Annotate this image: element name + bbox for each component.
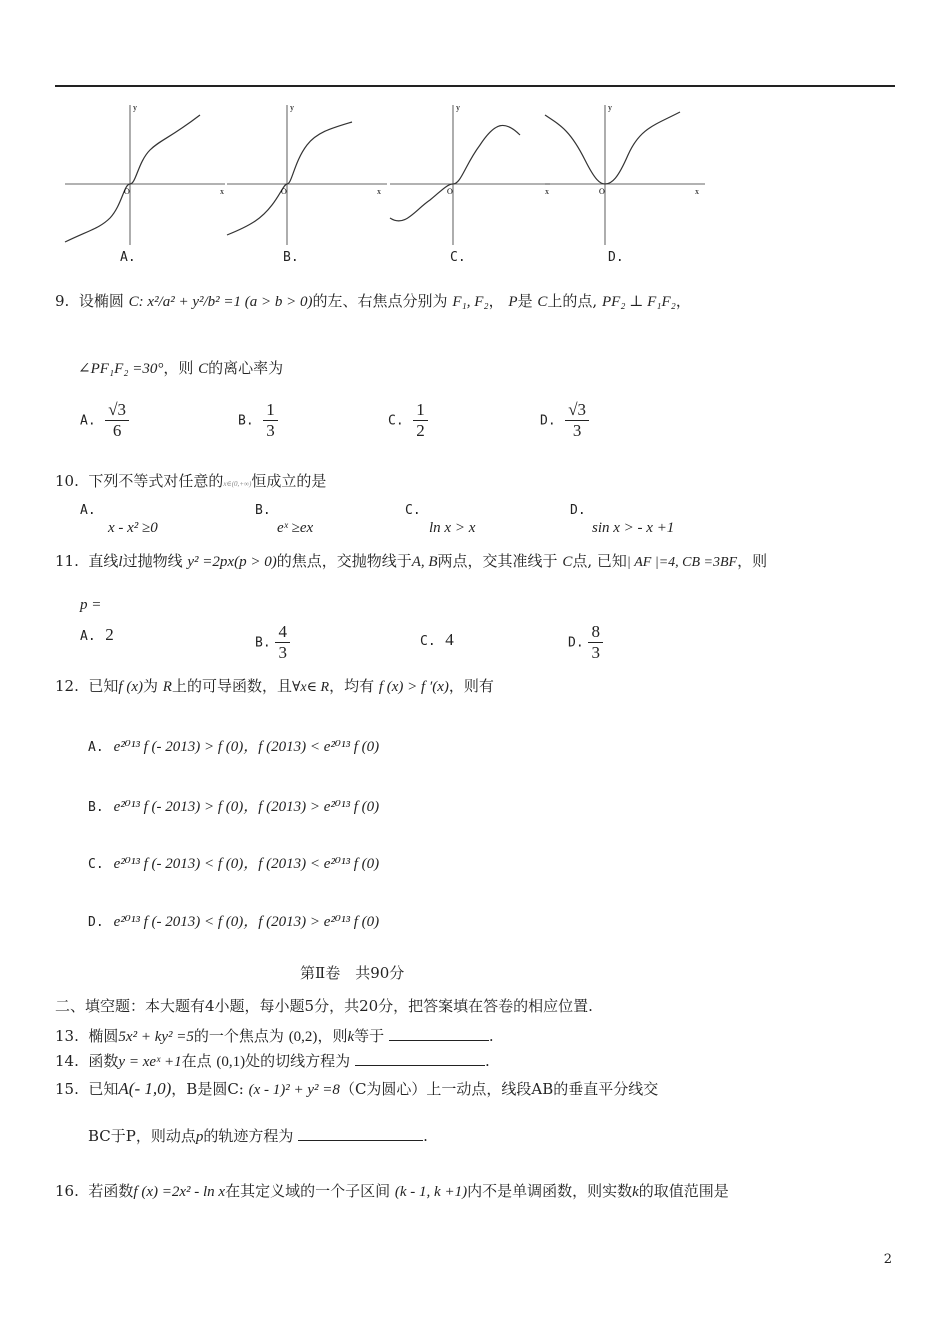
svg-text:x: x: [220, 187, 224, 196]
svg-text:O: O: [599, 187, 605, 196]
graph-d: [540, 100, 710, 250]
q10-option-d: D. sin x > - x +1: [570, 503, 675, 536]
q12-option-c: C. e²⁰¹³ f (- 2013) < f (0)，f (2013) < e²⁰¹³ f (0): [88, 856, 380, 872]
svg-text:y: y: [133, 103, 137, 112]
q11-option-a: A. 2: [80, 625, 114, 644]
q11-option-c: C. 4: [420, 630, 454, 649]
fill-instructions: 二、填空题：本大题有4小题，每小题5分，共20分，把答案填在答卷的相应位置.: [55, 997, 593, 1015]
page-number: 2: [883, 1252, 892, 1267]
graph-label-a: A.: [120, 250, 136, 265]
q14: 14. 函数y = xeˣ +1在点 (0,1)处的切线方程为 .: [55, 1052, 490, 1070]
q10-stem: 10. 下列不等式对任意的x∈(0,+∞)恒成立的是: [55, 472, 327, 490]
q11-stem: 11. 直线l过抛物线 y² =2px(p > 0)的焦点，交抛物线于A, B两点，交其准线于 C点, 已知| AF |=4, CB =3BF，则: [55, 552, 768, 570]
graph-c: [385, 100, 555, 250]
q15-blank[interactable]: [298, 1140, 423, 1141]
graph-label-b: B.: [283, 250, 299, 265]
svg-text:y: y: [290, 103, 294, 112]
graph-b: [222, 100, 392, 250]
svg-text:O: O: [281, 187, 287, 196]
q13: 13. 椭圆5x² + ky² =5的一个焦点为 (0,2)，则k等于 .: [55, 1027, 494, 1045]
svg-text:y: y: [456, 103, 460, 112]
q10-option-b: B. eˣ ≥ex: [255, 503, 314, 536]
q11-option-b: B. $\frac{4}{3}$: [255, 622, 290, 663]
q9-line2: ∠PF₁F₂ =30°，则 C的离心率为: [78, 359, 284, 377]
graph-a: [60, 100, 230, 250]
svg-text:y: y: [608, 103, 612, 112]
q12-option-b: B. e²⁰¹³ f (- 2013) > f (0)，f (2013) > e²⁰¹³ f (0): [88, 799, 380, 815]
q10-option-a: A. x - x² ≥0: [80, 503, 158, 536]
q11-p: p =: [80, 597, 102, 613]
svg-text:x: x: [377, 187, 381, 196]
section-title: 第Ⅱ卷 共90分: [300, 964, 405, 982]
q12-option-d: D. e²⁰¹³ f (- 2013) < f (0)，f (2013) > e²⁰¹³ f (0): [88, 914, 380, 930]
q10-option-c: C. ln x > x: [405, 503, 476, 536]
svg-text:x: x: [695, 187, 699, 196]
header-rule: [55, 85, 895, 87]
graph-label-c: C.: [450, 250, 466, 265]
q15-line2: BC于P，则动点p的轨迹方程为 .: [88, 1127, 428, 1145]
svg-text:O: O: [124, 187, 130, 196]
q13-blank[interactable]: [389, 1040, 489, 1041]
q9-option-d: D. $\frac{√3}{3}$: [540, 400, 589, 441]
svg-text:O: O: [447, 187, 453, 196]
q12-option-a: A. e²⁰¹³ f (- 2013) > f (0)，f (2013) < e²⁰¹³ f (0): [88, 739, 380, 755]
q16: 16. 若函数f (x) =2x² - ln x在其定义域的一个子区间 (k - 1, k +1)内不是单调函数，则实数k的取值范围是: [55, 1182, 729, 1200]
q12-stem: 12. 已知f (x)为 R上的可导函数，且∀x∈ R，均有 f (x) > f ′(x)，则有: [55, 677, 494, 695]
svg-text:x: x: [545, 187, 549, 196]
q11-option-d: D. $\frac{8}{3}$: [568, 622, 603, 663]
graph-label-d: D.: [608, 250, 624, 265]
q9-option-c: C. $\frac{1}{2}$: [388, 400, 428, 441]
q14-blank[interactable]: [355, 1065, 485, 1066]
q15-line1: 15. 已知A(- 1,0)，B是圆C: (x - 1)² + y² =8（C为圆心）上一动点，线段AB的垂直平分线交: [55, 1079, 659, 1098]
q9-option-b: B. $\frac{1}{3}$: [238, 400, 278, 441]
q9-line1: 9. 设椭圆 C: x²/a² + y²/b² =1 (a > b > 0)的左、右焦点分别为 F₁, F₂， P是 C上的点, PF₂ ⊥ F₁F₂，: [55, 292, 691, 310]
q9-option-a: A. $\frac{√3}{6}$: [80, 400, 129, 441]
